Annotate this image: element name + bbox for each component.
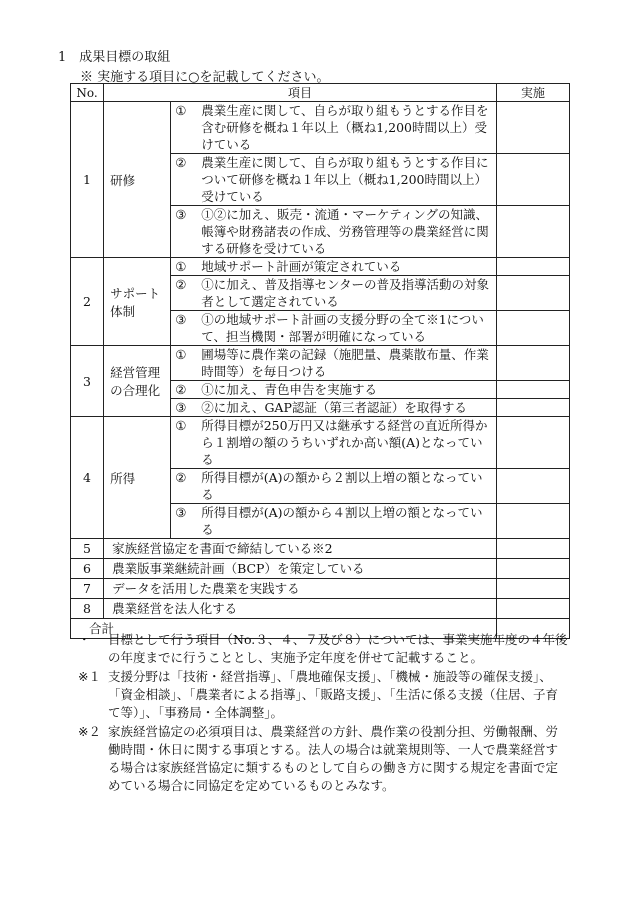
item-marker: ③ — [175, 207, 187, 222]
item-marker: ① — [175, 103, 187, 118]
done-cell[interactable] — [496, 417, 569, 469]
header-item: 項目 — [104, 84, 497, 102]
row-category — [104, 417, 171, 539]
item-text — [171, 417, 496, 468]
row-number: 3 — [71, 346, 104, 417]
table-row — [71, 258, 570, 276]
row-category — [104, 258, 171, 346]
item-cell — [171, 276, 497, 311]
item-description: ①の地域サポート計画の支援分野の全て※1について、担当機関・部署が明確になっている — [201, 312, 484, 344]
footnote-marker: ※１ — [78, 669, 101, 684]
header-done: 実施 — [496, 84, 569, 102]
footnote-text: 目標として行う項目（No.３、４、７及び８）については、事業実施年度の４年後の年度までに行うこととし、実施予定年度を併せて記載すること。 — [108, 632, 568, 665]
category-label: 研修 — [110, 172, 136, 188]
category-label: サポート体制 — [110, 285, 161, 319]
item-cell: データを活用した農業を実践する — [104, 579, 497, 599]
item-marker: ② — [175, 470, 187, 485]
item-cell — [171, 346, 497, 381]
row-number: 5 — [71, 539, 104, 559]
item-text — [171, 206, 496, 257]
item-text — [171, 102, 496, 153]
item-cell: 家族経営協定を書面で締結している※2 — [104, 539, 497, 559]
done-cell[interactable] — [496, 579, 569, 599]
item-text — [171, 469, 496, 503]
item-description: 所得目標が(A)の額から４割以上増の額となっている — [201, 505, 483, 537]
table-row — [71, 102, 570, 154]
done-cell[interactable] — [496, 258, 569, 276]
item-cell — [171, 154, 497, 206]
instruction-note: ※ 実施する項目に○を記載してください。 — [80, 70, 330, 85]
item-cell: 農業版事業継続計画（BCP）を策定している — [104, 559, 497, 579]
row-number: 4 — [71, 417, 104, 539]
item-cell — [171, 102, 497, 154]
done-cell[interactable] — [496, 311, 569, 346]
item-marker: ③ — [175, 400, 187, 415]
footnote-text: 家族経営協定の必須項目は、農業経営の方針、農作業の役割分担、労働報酬、労働時間・休日に関する事項とする。法人の場合は就業規則等、一人で農業経営する場合は家族経営協定に類するものとして自らの働き方に関する規定を書面で定めている場合に同協定を定めているものとみなす。 — [108, 724, 559, 793]
item-description: 所得目標が(A)の額から２割以上増の額となっている — [201, 470, 483, 502]
done-cell[interactable] — [496, 539, 569, 559]
table-header-row — [71, 84, 570, 102]
category-label: 経営管理の合理化 — [110, 365, 161, 398]
footnote-text: 支援分野は「技術・経営指導」、「農地確保支援」、「機械・施設等の確保支援」、「資金相談」、「農業者による指導」、「販路支援」、「生活に係る支援（住居、子育て等）」、「事務局・全体調整」。 — [108, 669, 559, 720]
done-cell[interactable] — [496, 399, 569, 417]
footnote — [78, 723, 568, 795]
item-marker: ② — [175, 155, 187, 170]
table-row — [71, 579, 570, 599]
item-text — [171, 311, 496, 345]
row-number: 7 — [71, 579, 104, 599]
item-marker: ① — [175, 347, 187, 362]
done-cell[interactable] — [496, 381, 569, 399]
item-marker: ③ — [175, 505, 187, 520]
footnotes — [78, 630, 568, 795]
row-number: 1 — [71, 102, 104, 258]
table-row — [71, 599, 570, 619]
item-marker: ② — [175, 382, 187, 397]
item-description: ①②に加え、販売・流通・マーケティングの知識、帳簿や財務諸表の作成、労務管理等の農業経営に関する研修を受けている — [201, 207, 489, 256]
table-row — [71, 559, 570, 579]
item-cell — [171, 258, 497, 276]
footnote-marker: ※２ — [78, 724, 101, 739]
item-text — [171, 504, 496, 538]
done-cell[interactable] — [496, 206, 569, 258]
table-row — [71, 539, 570, 559]
footnote-marker: ・ — [78, 632, 91, 647]
item-cell — [171, 504, 497, 539]
category-label: 所得 — [110, 470, 136, 486]
item-description: ②に加え、GAP認証（第三者認証）を取得する — [201, 400, 467, 415]
item-cell — [171, 381, 497, 399]
item-description: 地域サポート計画が策定されている — [201, 259, 402, 274]
table-row — [71, 346, 570, 381]
done-cell[interactable] — [496, 154, 569, 206]
footnote — [78, 668, 568, 722]
item-description: ①に加え、普及指導センターの普及指導活動の対象者として選定されている — [201, 277, 489, 309]
goals-table — [70, 83, 570, 639]
done-cell[interactable] — [496, 102, 569, 154]
item-marker: ① — [175, 418, 187, 433]
item-text — [171, 276, 496, 310]
item-description: 農業生産に関して、自らが取り組もうとする作目を含む研修を概ね１年以上（概ね1,200時間以上）受けている — [201, 103, 489, 152]
item-description: 農業生産に関して、自らが取り組もうとする作目について研修を概ね１年以上（概ね1,200時間以上）受けている — [201, 155, 489, 204]
item-cell — [171, 206, 497, 258]
done-cell[interactable] — [496, 599, 569, 619]
item-cell — [171, 399, 497, 417]
row-number: 8 — [71, 599, 104, 619]
item-cell — [171, 469, 497, 504]
item-marker: ① — [175, 259, 187, 274]
done-cell[interactable] — [496, 504, 569, 539]
footnote — [78, 631, 568, 667]
section-heading: 1 成果目標の取組 — [58, 50, 171, 65]
row-category — [104, 102, 171, 258]
item-text — [171, 154, 496, 205]
item-description: 所得目標が250万円又は継承する経営の直近所得から１割増の額のうちいずれか高い額(A)となっている — [201, 418, 488, 467]
done-cell[interactable] — [496, 469, 569, 504]
item-marker: ② — [175, 277, 187, 292]
done-cell[interactable] — [496, 346, 569, 381]
table-row — [71, 417, 570, 469]
item-cell — [171, 311, 497, 346]
row-number: 2 — [71, 258, 104, 346]
item-cell — [171, 417, 497, 469]
item-text — [171, 399, 496, 416]
done-cell[interactable] — [496, 559, 569, 579]
item-text — [171, 346, 496, 380]
item-text — [171, 381, 496, 398]
item-description: 圃場等に農作業の記録（施肥量、農薬散布量、作業時間等）を毎日つける — [201, 347, 489, 379]
item-marker: ③ — [175, 312, 187, 327]
header-no: No. — [71, 84, 104, 102]
item-description: ①に加え、青色申告を実施する — [201, 382, 377, 397]
done-cell[interactable] — [496, 276, 569, 311]
item-cell: 農業経営を法人化する — [104, 599, 497, 619]
item-text — [171, 258, 496, 275]
total-label: 合計 — [71, 619, 497, 639]
row-category — [104, 346, 171, 417]
row-number: 6 — [71, 559, 104, 579]
